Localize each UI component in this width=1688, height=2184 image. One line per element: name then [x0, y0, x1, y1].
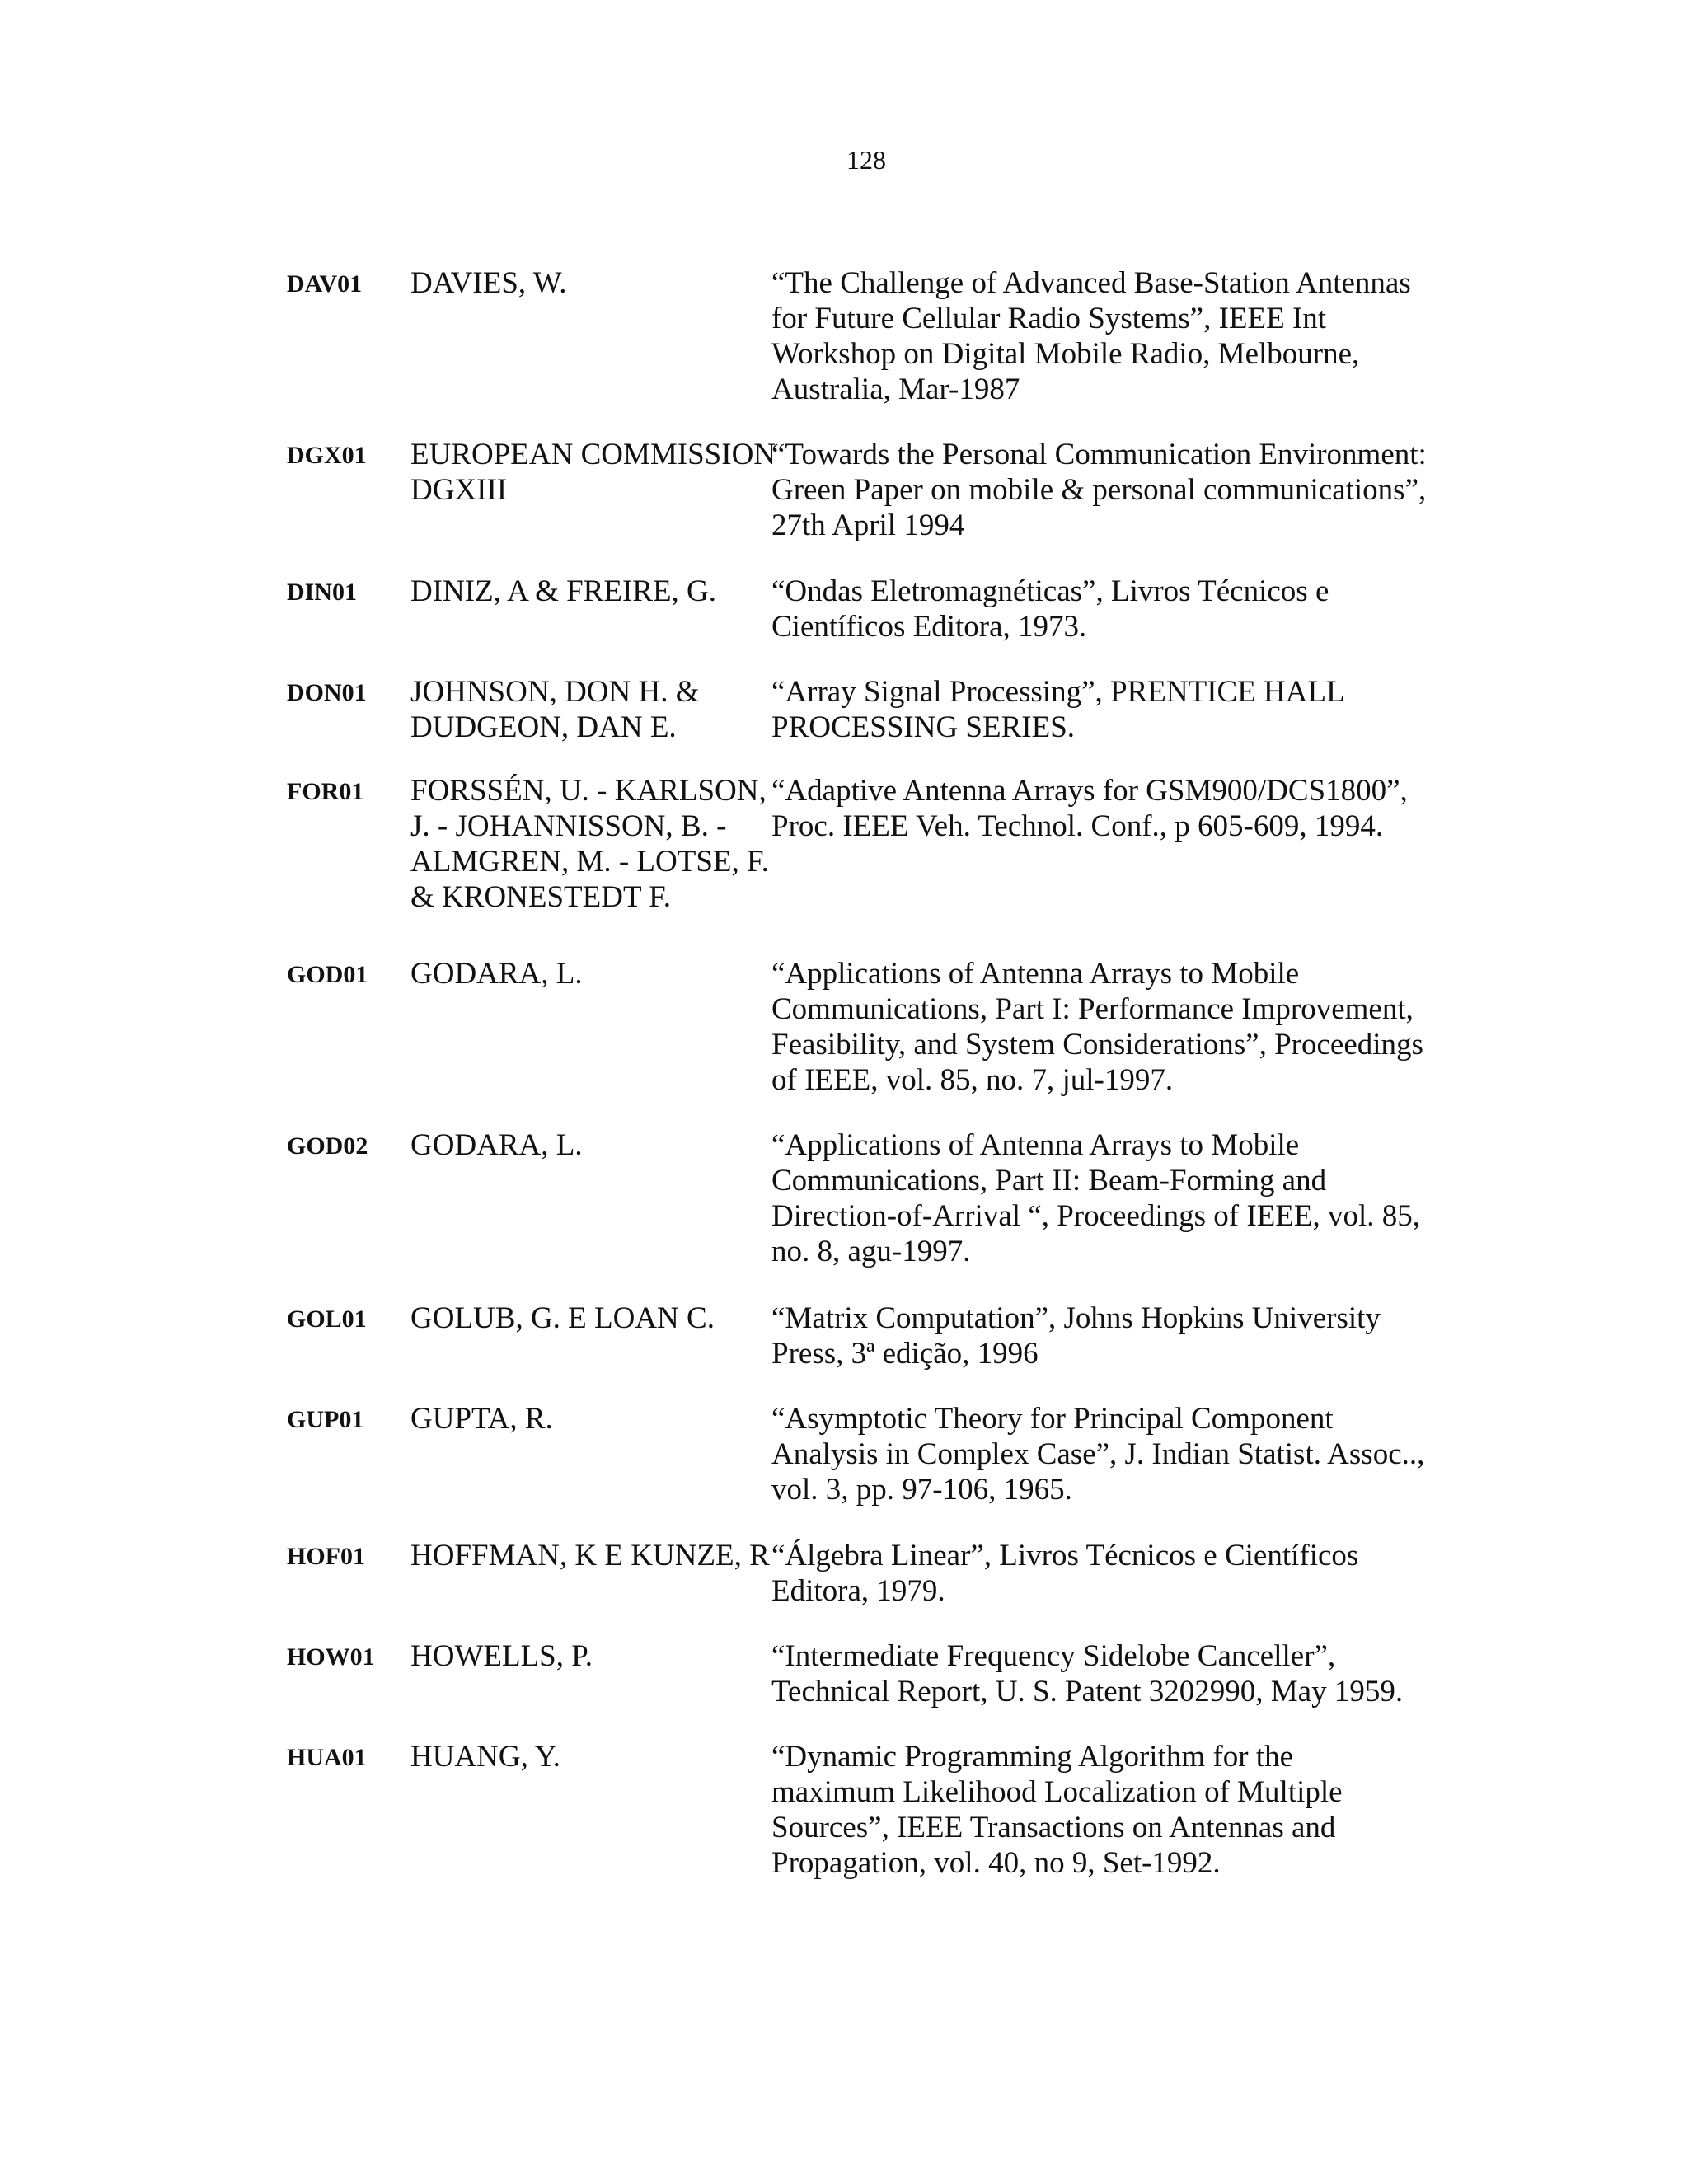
reference-author [410, 773, 769, 915]
title-line: “Matrix Computation”, Johns Hopkins University [771, 1301, 1381, 1335]
reference-key: FOR01 [287, 778, 364, 805]
title-line: Editora, 1979. [771, 1574, 945, 1608]
title-line: Communications, Part I: Performance Improvement, [771, 992, 1414, 1026]
reference-title [771, 1301, 1439, 1371]
title-line: Direction-of-Arrival “, Proceedings of IEEE, vol. 85, [771, 1199, 1421, 1233]
reference-key: GOL01 [287, 1305, 367, 1333]
author-line: DINIZ, A & FREIRE, G. [410, 574, 717, 608]
title-line: “Towards the Personal Communication Environment: [771, 438, 1427, 471]
title-line: “Dynamic Programming Algorithm for the [771, 1740, 1293, 1774]
author-line: J. - JOHANNISSON, B. - [410, 809, 727, 843]
author-line: HUANG, Y. [410, 1740, 560, 1774]
title-line: Feasibility, and System Considerations”, Proceedings [771, 1028, 1423, 1062]
reference-author [410, 1638, 757, 1674]
reference-key: HOF01 [287, 1543, 365, 1570]
reference-author [410, 1538, 770, 1573]
reference-title [771, 437, 1439, 543]
title-line: “Asymptotic Theory for Principal Component [771, 1402, 1334, 1436]
title-line: “Álgebra Linear”, Livros Técnicos e Científicos [771, 1539, 1359, 1572]
author-line: GODARA, L. [410, 1128, 583, 1162]
reference-author [410, 265, 757, 301]
title-line: “Array Signal Processing”, PRENTICE HALL [771, 675, 1345, 709]
reference-author [410, 574, 757, 609]
reference-author [410, 1127, 757, 1163]
author-line: DGXIII [410, 473, 508, 507]
author-line: HOWELLS, P. [410, 1639, 593, 1673]
title-line: “Ondas Eletromagnéticas”, Livros Técnicos e [771, 574, 1329, 608]
reference-title [771, 773, 1439, 844]
reference-author [410, 1301, 757, 1336]
reference-key: DGX01 [287, 442, 367, 469]
title-line: 27th April 1994 [771, 509, 965, 542]
title-line: PROCESSING SERIES. [771, 710, 1076, 744]
author-line: GODARA, L. [410, 957, 583, 991]
title-line: “Intermediate Frequency Sidelobe Canceller”, [771, 1639, 1336, 1673]
reference-title [771, 1401, 1439, 1507]
title-line: maximum Likelihood Localization of Multiple [771, 1775, 1343, 1809]
title-line: Científicos Editora, 1973. [771, 610, 1087, 644]
reference-key: HUA01 [287, 1744, 367, 1771]
reference-key: HOW01 [287, 1643, 375, 1671]
author-line: JOHNSON, DON H. & [410, 675, 700, 709]
reference-title [771, 1739, 1439, 1881]
title-line: Technical Report, U. S. Patent 3202990, May 1959. [771, 1675, 1404, 1708]
author-line: ALMGREN, M. - LOTSE, F. [410, 845, 769, 879]
title-line: “Applications of Antenna Arrays to Mobile [771, 957, 1300, 991]
author-line: GOLUB, G. E LOAN C. [410, 1301, 715, 1335]
author-line: DUDGEON, DAN E. [410, 710, 677, 744]
title-line: Green Paper on mobile & personal communications”, [771, 473, 1427, 507]
reference-title [771, 1127, 1439, 1269]
reference-key: GOD02 [287, 1132, 368, 1160]
title-line: no. 8, agu-1997. [771, 1235, 971, 1268]
title-line: vol. 3, pp. 97-106, 1965. [771, 1473, 1072, 1507]
title-line: “The Challenge of Advanced Base-Station Antennas [771, 266, 1411, 300]
author-line: FORSSÉN, U. - KARLSON, [410, 774, 767, 808]
title-line: “Adaptive Antenna Arrays for GSM900/DCS1800”, [771, 774, 1408, 808]
title-line: Propagation, vol. 40, no 9, Set-1992. [771, 1846, 1221, 1880]
title-line: Analysis in Complex Case”, J. Indian Statist. Assoc.., [771, 1437, 1425, 1471]
reference-key: GOD01 [287, 961, 368, 988]
title-line: of IEEE, vol. 85, no. 7, jul-1997. [771, 1063, 1174, 1097]
reference-author [410, 956, 757, 991]
reference-key: DAV01 [287, 270, 363, 298]
title-line: “Applications of Antenna Arrays to Mobile [771, 1128, 1300, 1162]
reference-author [410, 674, 757, 745]
title-line: Communications, Part II: Beam-Forming and [771, 1164, 1327, 1197]
reference-key: DIN01 [287, 579, 358, 606]
title-line: Proc. IEEE Veh. Technol. Conf., p 605-609, 1994. [771, 809, 1384, 843]
reference-title [771, 265, 1439, 407]
reference-title [771, 574, 1439, 644]
reference-author [410, 1739, 757, 1774]
author-line: HOFFMAN, K E KUNZE, R [410, 1539, 770, 1572]
reference-title [771, 956, 1439, 1098]
page-number: 128 [846, 145, 886, 175]
reference-title [771, 1538, 1439, 1609]
title-line: for Future Cellular Radio Systems”, IEEE Int [771, 302, 1327, 335]
reference-author [410, 437, 776, 508]
reference-title [771, 674, 1439, 745]
title-line: Workshop on Digital Mobile Radio, Melbourne, [771, 337, 1360, 371]
author-line: GUPTA, R. [410, 1402, 553, 1436]
reference-title [771, 1638, 1439, 1709]
author-line: DAVIES, W. [410, 266, 567, 300]
title-line: Australia, Mar-1987 [771, 373, 1020, 406]
author-line: & KRONESTEDT F. [410, 880, 672, 914]
author-line: EUROPEAN COMMISSION [410, 438, 776, 471]
title-line: Press, 3ª edição, 1996 [771, 1337, 1039, 1371]
reference-author [410, 1401, 757, 1436]
reference-key: GUP01 [287, 1406, 364, 1433]
reference-key: DON01 [287, 679, 367, 706]
title-line: Sources”, IEEE Transactions on Antennas and [771, 1811, 1336, 1844]
